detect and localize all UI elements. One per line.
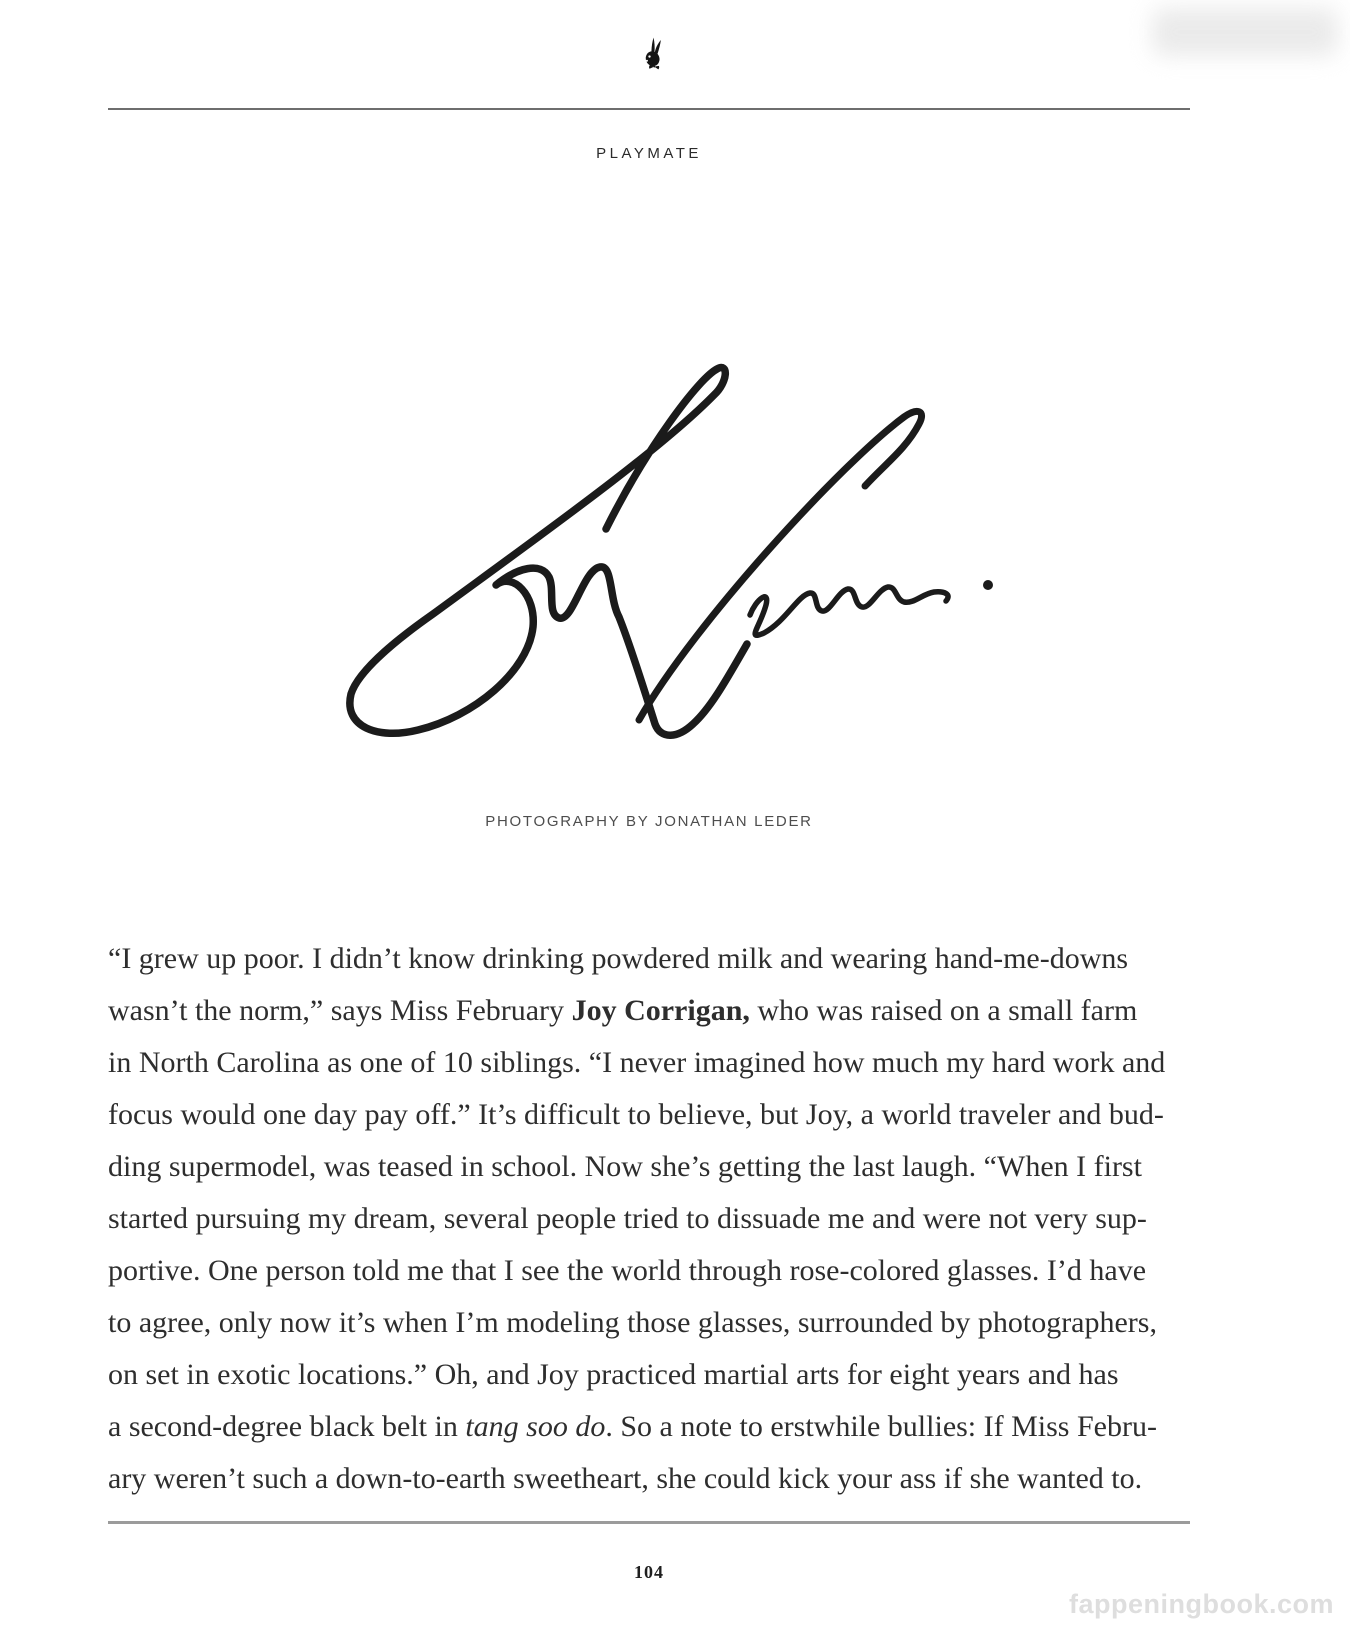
page-number: 104: [634, 1562, 664, 1582]
article-line: ding supermodel, was teased in school. Now she’s getting the last laugh. “When I first: [108, 1150, 1142, 1183]
playboy-bunny-icon: [642, 37, 664, 72]
article-line: portive. One person told me that I see the world through rose-colored glasses. I’d have: [108, 1254, 1147, 1287]
article-line: on set in exotic locations.” Oh, and Joy practiced martial arts for eight years and has: [108, 1358, 1119, 1391]
article-line: a second-degree black belt in tang soo do. So a note to erstwhile bullies: If Miss Febru-: [108, 1410, 1157, 1443]
article-line: wasn’t the norm,” says Miss February Joy Corrigan, who was raised on a small farm: [108, 994, 1138, 1027]
top-divider: [108, 108, 1190, 110]
article-line: to agree, only now it’s when I’m modeling those glasses, surrounded by photographers,: [108, 1306, 1157, 1339]
article-line: focus would one day pay off.” It’s difficult to believe, but Joy, a world traveler and bud-: [108, 1098, 1164, 1131]
site-watermark: fappeningbook.com: [1069, 1589, 1334, 1619]
article-line: in North Carolina as one of 10 siblings. “I never imagined how much my hard work and: [108, 1046, 1166, 1079]
photo-credit: PHOTOGRAPHY BY JONATHAN LEDER: [485, 813, 813, 830]
article-line: ary weren’t such a down-to-earth sweetheart, she could kick your ass if she wanted to.: [108, 1462, 1143, 1495]
article-body: [108, 933, 1190, 1505]
article-line: started pursuing my dream, several people tried to dissuade me and were not very sup-: [108, 1202, 1147, 1235]
article-line: “I grew up poor. I didn’t know drinking powdered milk and wearing hand-me-downs: [108, 942, 1129, 975]
top-right-blurred-watermark: [1152, 8, 1338, 56]
section-label: PLAYMATE: [596, 145, 702, 162]
joy-corrigan-signature: [333, 342, 1003, 742]
bottom-divider: [108, 1521, 1190, 1524]
